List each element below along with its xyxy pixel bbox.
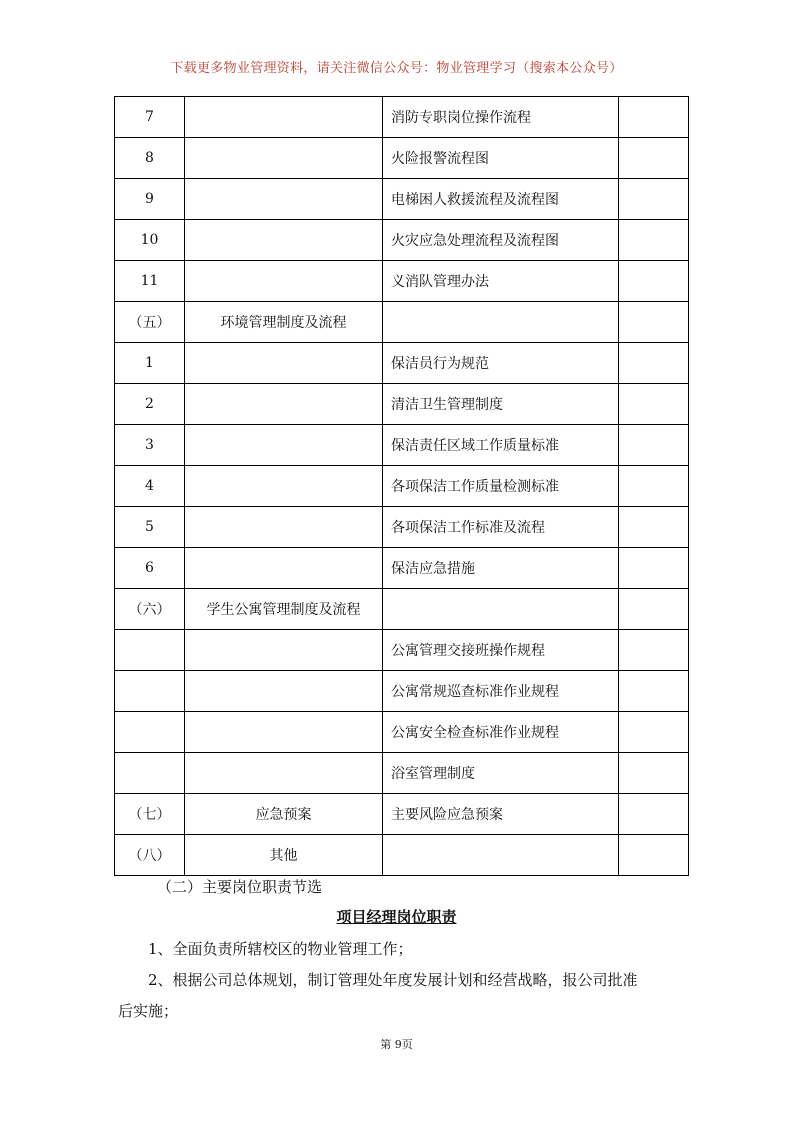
table-cell-c1 [185,97,383,138]
table-cell-c0: （八） [115,835,185,876]
table-cell-c1: 学生公寓管理制度及流程 [185,589,383,630]
header-note: 下载更多物业管理资料，请关注微信公众号：物业管理学习（搜索本公众号） [170,61,623,76]
table-cell-c3 [619,589,689,630]
table-cell-c0: 9 [115,179,185,220]
table-cell-c2: 公寓安全检查标准作业规程 [383,712,619,753]
table-cell-c2: 保洁员行为规范 [383,343,619,384]
table-cell-c2: 主要风险应急预案 [383,794,619,835]
table-cell-c3 [619,835,689,876]
table-cell-c1: 应急预案 [185,794,383,835]
table-row [115,466,689,507]
table-cell-c3 [619,384,689,425]
table-cell-c3 [619,507,689,548]
table-row [115,384,689,425]
table-row [115,343,689,384]
table-cell-c3 [619,138,689,179]
table-row [115,630,689,671]
table-cell-c3 [619,630,689,671]
table-cell-c1 [185,630,383,671]
table-row [115,835,689,876]
table-row [115,425,689,466]
table-cell-c0: 11 [115,261,185,302]
table-cell-c1 [185,384,383,425]
table-row [115,507,689,548]
table-cell-c3 [619,261,689,302]
table-cell-c0: （五） [115,302,185,343]
table-row [115,794,689,835]
table-cell-c1 [185,220,383,261]
table-cell-c1 [185,466,383,507]
table-cell-c0 [115,712,185,753]
table-cell-c2 [383,302,619,343]
procedure-table [114,96,689,876]
table-cell-c2: 浴室管理制度 [383,753,619,794]
table-row [115,220,689,261]
table-cell-c0: 5 [115,507,185,548]
table-cell-c1 [185,712,383,753]
table-cell-c1 [185,507,383,548]
table-cell-c2: 公寓常规巡查标准作业规程 [383,671,619,712]
table-cell-c3 [619,712,689,753]
table-cell-c0 [115,753,185,794]
table-cell-c1 [185,548,383,589]
table-cell-c1 [185,753,383,794]
table-row [115,138,689,179]
table-cell-c0: （六） [115,589,185,630]
duty-item-2-continued: 后实施； [118,1002,179,1020]
page-number: 第 9页 [380,1038,413,1051]
table-cell-c2: 清洁卫生管理制度 [383,384,619,425]
table-cell-c2: 火险报警流程图 [383,138,619,179]
table-cell-c1 [185,138,383,179]
table-cell-c2: 电梯困人救援流程及流程图 [383,179,619,220]
table-row [115,712,689,753]
duty-title: 项目经理岗位职责 [336,908,457,926]
table-cell-c1 [185,261,383,302]
table-cell-c0: （七） [115,794,185,835]
table-row [115,97,689,138]
table-cell-c1 [185,343,383,384]
table-cell-c0: 7 [115,97,185,138]
table-cell-c0: 4 [115,466,185,507]
table-row [115,548,689,589]
table-cell-c2 [383,835,619,876]
table-cell-c0: 1 [115,343,185,384]
table-cell-c3 [619,466,689,507]
table-cell-c2: 消防专职岗位操作流程 [383,97,619,138]
table-cell-c3 [619,671,689,712]
table-cell-c0: 8 [115,138,185,179]
table-cell-c1 [185,671,383,712]
table-cell-c3 [619,343,689,384]
table-cell-c1 [185,425,383,466]
table-cell-c1 [185,179,383,220]
table-row [115,753,689,794]
table-cell-c2: 公寓管理交接班操作规程 [383,630,619,671]
section-heading: （二）主要岗位职责节选 [157,878,323,896]
table-cell-c0: 2 [115,384,185,425]
table-cell-c3 [619,220,689,261]
table-cell-c0: 3 [115,425,185,466]
table-cell-c0: 10 [115,220,185,261]
table-cell-c1: 环境管理制度及流程 [185,302,383,343]
table-row [115,671,689,712]
duty-item-1: 1、全面负责所辖校区的物业管理工作； [148,940,413,958]
table-row [115,302,689,343]
table-cell-c2: 保洁责任区域工作质量标准 [383,425,619,466]
table-row [115,589,689,630]
table-row [115,179,689,220]
table-cell-c0: 6 [115,548,185,589]
table-cell-c3 [619,179,689,220]
table-cell-c3 [619,425,689,466]
table-cell-c2: 保洁应急措施 [383,548,619,589]
table-cell-c2: 各项保洁工作质量检测标准 [383,466,619,507]
table-row [115,261,689,302]
table-cell-c2: 火灾应急处理流程及流程图 [383,220,619,261]
table-cell-c2: 义消队管理办法 [383,261,619,302]
duty-item-2: 2、根据公司总体规划，制订管理处年度发展计划和经营战略，报公司批准 [148,971,638,989]
table-cell-c1: 其他 [185,835,383,876]
table-cell-c3 [619,302,689,343]
table-cell-c3 [619,753,689,794]
table-cell-c2: 各项保洁工作标准及流程 [383,507,619,548]
table-cell-c0 [115,630,185,671]
table-cell-c2 [383,589,619,630]
table-cell-c3 [619,794,689,835]
table-cell-c0 [115,671,185,712]
table-cell-c3 [619,548,689,589]
table-cell-c3 [619,97,689,138]
